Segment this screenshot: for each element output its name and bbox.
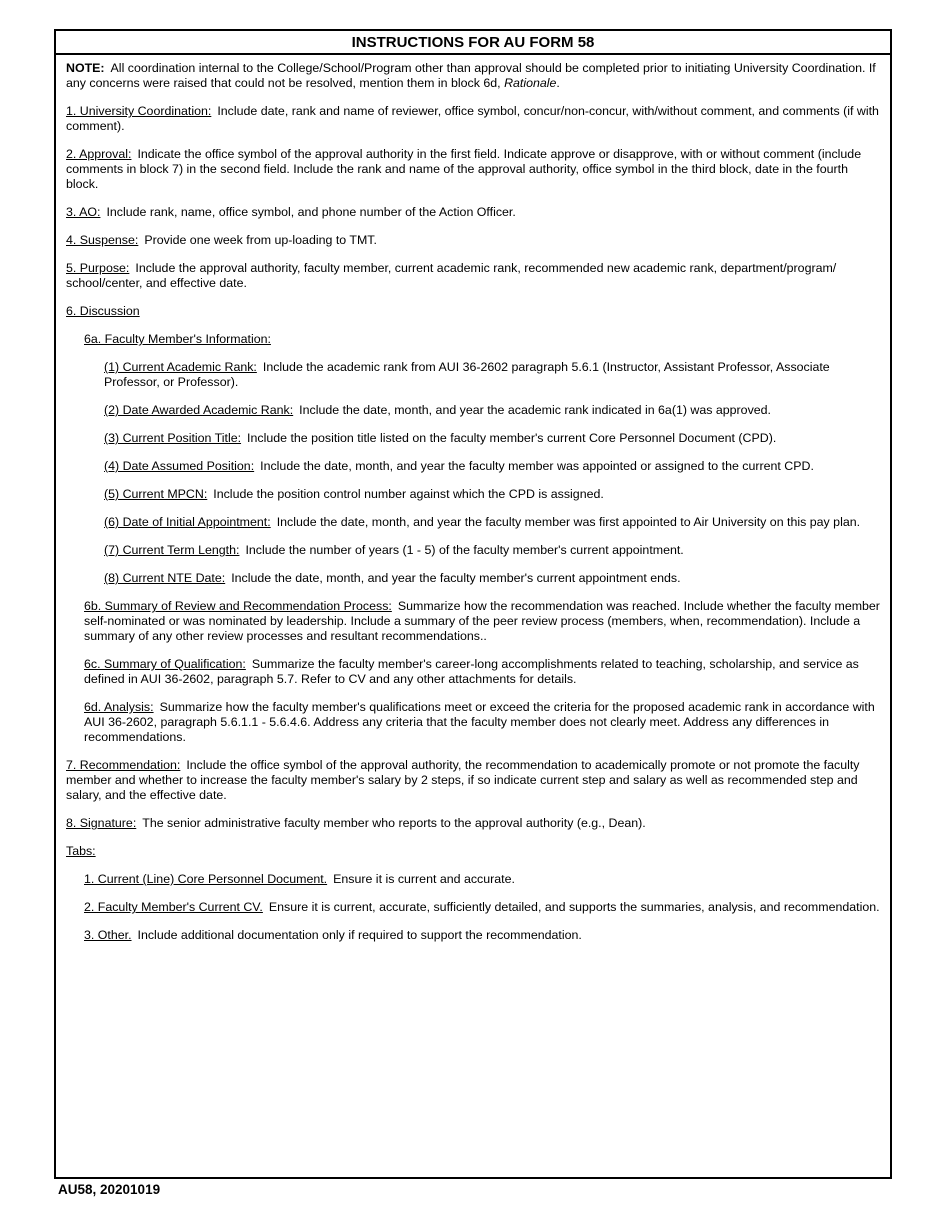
sub-b-text: Summarize how the recommendation was reached. Include whether the faculty member self-nominated or was nominated by leadership. Include a summary of the peer review process (members, when, recommendation). Include a summary of any other review processes and resultant recommendations.. — [84, 599, 880, 643]
sub-d-paragraph — [84, 700, 880, 745]
item-label: 2. Approval: — [66, 147, 132, 161]
item-suspense — [66, 233, 880, 248]
sub-a-item-text: Include the date, month, and year the faculty member was first appointed to Air University on this pay plan. — [276, 515, 861, 529]
sub-a-item-label: (3) Current Position Title: — [104, 431, 242, 445]
sub-b-label: 6b. Summary of Review and Recommendation Process: — [84, 599, 392, 613]
tab-item — [84, 928, 880, 943]
tab-item-label: 3. Other. — [84, 928, 132, 942]
discussion-label: 6. Discussion — [66, 304, 140, 318]
item-text: Provide one week from up-loading to TMT. — [144, 233, 377, 247]
item-label: 4. Suspense: — [66, 233, 139, 247]
sub-c-label: 6c. Summary of Qualification: — [84, 657, 246, 671]
sub-a-item — [104, 459, 880, 474]
signature-text: The senior administrative faculty member who reports to the approval authority (e.g., Dean). — [142, 816, 646, 830]
item-label: 3. AO: — [66, 205, 101, 219]
signature-label: 8. Signature: — [66, 816, 137, 830]
tabs-heading — [66, 844, 880, 859]
sub-a-item — [104, 571, 880, 586]
item-ao — [66, 205, 880, 220]
sub-a-item-label: (4) Date Assumed Position: — [104, 459, 255, 473]
tab-item-text: Ensure it is current, accurate, sufficiently detailed, and supports the summaries, analysis, and recommendation. — [268, 900, 880, 914]
form-frame — [54, 29, 892, 1179]
form-footer-id: AU58, 20201019 — [58, 1182, 161, 1197]
sub-a-item-text: Include the date, month, and year the academic rank indicated in 6a(1) was approved. — [299, 403, 771, 417]
item-text: Include date, rank and name of reviewer, office symbol, concur/non-concur, with/without comment, and comments (if with comment). — [66, 104, 879, 133]
note-end: . — [556, 76, 560, 90]
tab-item-label: 2. Faculty Member's Current CV. — [84, 900, 263, 914]
sub-a-item-label: (6) Date of Initial Appointment: — [104, 515, 271, 529]
sub-a-item — [104, 487, 880, 502]
sub-a-item-text: Include the position title listed on the faculty member's current Core Personnel Document (CPD). — [247, 431, 777, 445]
sub-a-item-label: (1) Current Academic Rank: — [104, 360, 257, 374]
sub-c-text: Summarize the faculty member's career-long accomplishments related to teaching, scholarship, and service as defined in AUI 36-2602, paragraph 5.7. Refer to CV and any other attachments for details. — [84, 657, 859, 686]
sub-b-paragraph — [84, 599, 880, 644]
sub-a-item — [104, 431, 880, 446]
tab-item — [84, 872, 880, 887]
sub-a-item — [104, 403, 880, 418]
item-university-coordination — [66, 104, 880, 134]
note-label: NOTE: — [66, 61, 105, 75]
sub-a-item-text: Include the academic rank from AUI 36-2602 paragraph 5.6.1 (Instructor, Assistant Professor, Associate Professor, or Professor). — [104, 360, 830, 389]
tab-item-text: Ensure it is current and accurate. — [333, 872, 515, 886]
sub-a-item-text: Include the position control number against which the CPD is assigned. — [213, 487, 604, 501]
sub-a-item-text: Include the number of years (1 - 5) of the faculty member's current appointment. — [245, 543, 684, 557]
item-purpose — [66, 261, 880, 291]
item-text: Indicate the office symbol of the approval authority in the first field. Indicate approve or disapprove, with or without comment (include comments in block 7) in the second field. Include the rank and name of the approval authority, office symbol in the third block, date in the fourth block. — [66, 147, 862, 191]
instructions-body — [56, 55, 890, 943]
tabs-label: Tabs: — [66, 844, 96, 858]
sub-a-label: 6a. Faculty Member's Information: — [84, 332, 271, 346]
recommendation-text: Include the office symbol of the approval authority, the recommendation to academically promote or not promote the faculty member and whether to increase the faculty member's salary by 2 steps, if so indicate current step and salary as well as recommended step and salary, and the effective date. — [66, 758, 860, 802]
item-text: Include rank, name, office symbol, and phone number of the Action Officer. — [106, 205, 516, 219]
note-text: All coordination internal to the College/School/Program other than approval should be completed prior to initiating University Coordination. If any concerns were raised that could not be resolved, mention them in block 6d, — [66, 61, 876, 90]
sub-a-item — [104, 543, 880, 558]
form-title: INSTRUCTIONS FOR AU FORM 58 — [56, 31, 890, 55]
recommendation-label: 7. Recommendation: — [66, 758, 181, 772]
sub-d-label: 6d. Analysis: — [84, 700, 154, 714]
sub-a-heading — [84, 332, 880, 347]
note-paragraph — [66, 61, 880, 91]
item-approval — [66, 147, 880, 192]
recommendation-paragraph — [66, 758, 880, 803]
tab-item-label: 1. Current (Line) Core Personnel Document. — [84, 872, 328, 886]
sub-a-item-label: (2) Date Awarded Academic Rank: — [104, 403, 294, 417]
note-italic: Rationale — [504, 76, 557, 90]
sub-a-item — [104, 515, 880, 530]
item-label: 1. University Coordination: — [66, 104, 212, 118]
sub-a-item-label: (8) Current NTE Date: — [104, 571, 226, 585]
sub-d-text: Summarize how the faculty member's qualifications meet or exceed the criteria for the proposed academic rank in accordance with AUI 36-2602, paragraph 5.6.1.1 - 5.6.4.6. Address any criteria that the faculty member does not clearly meet. Address any differences in recommendations. — [84, 700, 875, 744]
sub-a-item-text: Include the date, month, and year the faculty member's current appointment ends. — [231, 571, 681, 585]
sub-a-item-text: Include the date, month, and year the faculty member was appointed or assigned to the current CPD. — [260, 459, 814, 473]
discussion-heading — [66, 304, 880, 319]
item-label: 5. Purpose: — [66, 261, 130, 275]
sub-a-item — [104, 360, 880, 390]
sub-a-item-label: (7) Current Term Length: — [104, 543, 240, 557]
sub-a-item-label: (5) Current MPCN: — [104, 487, 208, 501]
sub-c-paragraph — [84, 657, 880, 687]
item-text: Include the approval authority, faculty member, current academic rank, recommended new academic rank, department/program/ school/center, and effective date. — [66, 261, 837, 290]
tab-item-text: Include additional documentation only if required to support the recommendation. — [137, 928, 582, 942]
signature-paragraph — [66, 816, 880, 831]
tab-item — [84, 900, 880, 915]
